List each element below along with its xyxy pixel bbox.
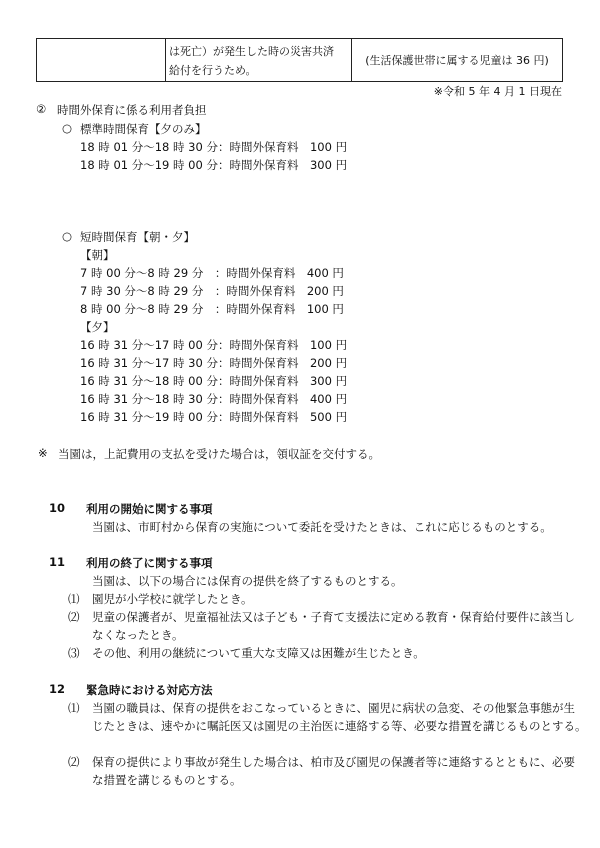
evening-fee-row: 16 時 31 分～17 時 00 分：時間外保育料 100 円	[80, 338, 348, 352]
list-item-marker: ⑴	[68, 592, 80, 606]
list-item-continued: な措置を講じるものとする。	[92, 773, 242, 787]
section2-marker: ②	[36, 102, 47, 116]
section10-number: 10	[49, 501, 66, 515]
morning-fee-row: 7 時 30 分～8 時 29 分 ：時間外保育料 200 円	[80, 284, 344, 298]
list-item-continued: なくなったとき。	[92, 628, 184, 642]
receipt-note: 当園は，上記費用の支払を受けた場合は，領収証を交付する。	[58, 447, 380, 461]
section11-title: 利用の終了に関する事項	[86, 556, 213, 570]
morning-fee-row: 7 時 00 分～8 時 29 分 ：時間外保育料 400 円	[80, 266, 344, 280]
morning-label: 【朝】	[80, 248, 115, 262]
reason-line-1: は死亡）が発生した時の災害共済	[169, 45, 334, 58]
section11-intro: 当園は、以下の場合には保育の提供を終了するものとする。	[92, 574, 403, 588]
table-cell-welfare-note: (生活保護世帯に属する児童は 36 円)	[352, 39, 563, 82]
table-cell-reason	[166, 39, 352, 82]
table-row	[37, 39, 563, 82]
standard-title: 標準時間保育【夕のみ】	[80, 122, 207, 136]
section10-body: 当園は、市町村から保育の実施について委託を受けたときは、これに応じるものとする。	[92, 520, 552, 534]
note-marker: ※	[38, 446, 48, 460]
morning-fee-row: 8 時 00 分～8 時 29 分 ：時間外保育料 100 円	[80, 302, 344, 316]
standard-fee-row: 18 時 01 分～18 時 30 分：時間外保育料 100 円	[80, 140, 348, 154]
list-item-continued: じたときは、速やかに嘱託医又は園児の主治医に連絡する等、必要な措置を講じるものとする。	[92, 719, 587, 733]
as-of-date: ※令和 5 年 4 月 1 日現在	[433, 85, 562, 98]
evening-fee-row: 16 時 31 分～19 時 00 分：時間外保育料 500 円	[80, 410, 348, 424]
section12-title: 緊急時における対応方法	[86, 683, 213, 697]
short-bullet: ○	[62, 229, 73, 243]
evening-label: 【夕】	[80, 320, 115, 334]
reason-line-2: 給付を行うため。	[169, 64, 257, 77]
list-item: その他、利用の継続について重大な支障又は困難が生じたとき。	[92, 646, 425, 660]
table-cell-empty	[37, 39, 166, 82]
list-item: 保育の提供により事故が発生した場合は、柏市及び園児の保護者等に連絡するとともに、必要	[92, 755, 575, 769]
list-item-marker: ⑵	[68, 755, 80, 769]
evening-fee-row: 16 時 31 分～17 時 30 分：時間外保育料 200 円	[80, 356, 348, 370]
short-title: 短時間保育【朝・夕】	[80, 230, 195, 244]
section10-title: 利用の開始に関する事項	[86, 502, 213, 516]
list-item-marker: ⑵	[68, 610, 80, 624]
list-item: 園児が小学校に就学したとき。	[92, 592, 253, 606]
list-item-marker: ⑶	[68, 646, 80, 660]
section2-title: 時間外保育に係る利用者負担	[57, 103, 207, 117]
section12-number: 12	[49, 682, 66, 696]
standard-bullet: ○	[62, 121, 73, 135]
section11-number: 11	[49, 555, 66, 569]
evening-fee-row: 16 時 31 分～18 時 00 分：時間外保育料 300 円	[80, 374, 348, 388]
list-item: 当園の職員は、保育の提供をおこなっているときに、園児に病状の急変、その他緊急事態が生	[92, 701, 575, 715]
evening-fee-row: 16 時 31 分～18 時 30 分：時間外保育料 400 円	[80, 392, 348, 406]
list-item: 児童の保護者が、児童福祉法又は子ども・子育て支援法に定める教育・保育給付要件に該当し	[92, 610, 575, 624]
standard-fee-row: 18 時 01 分～19 時 00 分：時間外保育料 300 円	[80, 158, 348, 172]
list-item-marker: ⑴	[68, 701, 80, 715]
fee-table-fragment	[36, 38, 563, 82]
